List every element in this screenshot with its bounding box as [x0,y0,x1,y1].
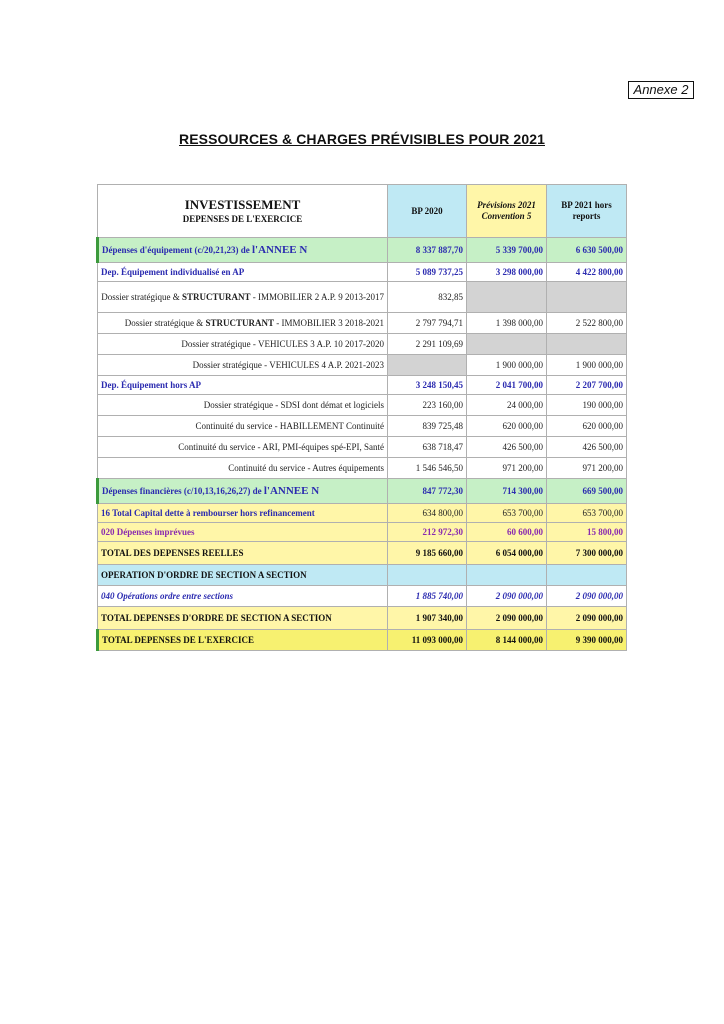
cell-previsions: 1 398 000,00 [467,313,547,334]
cell-bp2021: 971 200,00 [547,458,627,479]
col-header-bp2020: BP 2020 [388,185,467,238]
cell-previsions: 24 000,00 [467,395,547,416]
table-row [98,376,627,395]
cell-bp2021: 7 300 000,00 [547,542,627,565]
row-label-text: Dépenses financières (c/10,13,16,26,27) de [102,485,264,496]
cell-bp2020: 847 772,30 [388,479,467,504]
row-label: Continuité du service - HABILLEMENT Continuité [98,416,388,437]
row-label [98,479,388,504]
row-label: TOTAL DES DEPENSES REELLES [98,542,388,565]
row-label-text: - IMMOBILIER 2 A.P. 9 2013-2017 [250,291,384,302]
row-label: Dossier stratégique - VEHICULES 4 A.P. 2021-2023 [98,355,388,376]
table-row [98,313,627,334]
cell-bp2020: 1 885 740,00 [388,586,467,607]
cell-bp2020: 5 089 737,25 [388,263,467,282]
cell-bp2020: 634 800,00 [388,504,467,523]
row-label: 020 Dépenses imprévues [98,523,388,542]
cell-bp2020: 9 185 660,00 [388,542,467,565]
cell-bp2021: 2 207 700,00 [547,376,627,395]
section-title: INVESTISSEMENT [184,197,301,212]
table-header-row [98,185,627,238]
row-label: Dep. Équipement individualisé en AP [98,263,388,282]
table-row [98,504,627,523]
cell-previsions: 2 041 700,00 [467,376,547,395]
cell-previsions: 8 144 000,00 [467,630,547,651]
row-label: TOTAL DEPENSES DE L'EXERCICE [98,630,388,651]
table-row [98,586,627,607]
cell-bp2020: 11 093 000,00 [388,630,467,651]
table-row [98,238,627,263]
cell-bp2020 [388,355,467,376]
row-label: Continuité du service - ARI, PMI-équipes spé-EPI, Santé [98,437,388,458]
cell-bp2021: 4 422 800,00 [547,263,627,282]
cell-bp2021 [547,565,627,586]
cell-previsions: 60 600,00 [467,523,547,542]
table-row [98,334,627,355]
table-row [98,479,627,504]
cell-bp2020: 638 718,47 [388,437,467,458]
row-label-emphasis: l'ANNEE N [252,243,308,256]
table-row [98,263,627,282]
cell-previsions: 2 090 000,00 [467,586,547,607]
cell-bp2021 [547,282,627,313]
cell-previsions: 1 900 000,00 [467,355,547,376]
row-label-text: - IMMOBILIER 3 2018-2021 [274,317,384,328]
col-header-bp2021: BP 2021 hors reports [547,185,627,238]
cell-bp2020: 2 797 794,71 [388,313,467,334]
row-label: TOTAL DEPENSES D'ORDRE DE SECTION A SECTION [98,607,388,630]
cell-previsions: 5 339 700,00 [467,238,547,263]
budget-table [96,184,627,651]
cell-bp2021: 15 800,00 [547,523,627,542]
table-row [98,416,627,437]
cell-bp2021: 2 090 000,00 [547,586,627,607]
cell-bp2021 [547,334,627,355]
cell-previsions: 714 300,00 [467,479,547,504]
row-label: OPERATION D'ORDRE DE SECTION A SECTION [98,565,388,586]
cell-bp2020: 1 907 340,00 [388,607,467,630]
row-label [98,238,388,263]
cell-bp2021: 426 500,00 [547,437,627,458]
cell-bp2021: 620 000,00 [547,416,627,437]
row-label-text: Dépenses d'équipement (c/20,21,23) de [102,244,252,255]
cell-previsions: 653 700,00 [467,504,547,523]
cell-bp2021: 2 522 800,00 [547,313,627,334]
cell-bp2021: 2 090 000,00 [547,607,627,630]
row-label: Dossier stratégique - SDSI dont démat et logiciels [98,395,388,416]
cell-bp2020: 3 248 150,45 [388,376,467,395]
cell-bp2020: 1 546 546,50 [388,458,467,479]
header-section-cell [98,185,388,238]
cell-bp2020: 212 972,30 [388,523,467,542]
cell-bp2021: 1 900 000,00 [547,355,627,376]
row-label: Dep. Équipement hors AP [98,376,388,395]
row-label [98,282,388,313]
page-title: RESSOURCES & CHARGES PRÉVISIBLES POUR 2021 [179,131,545,147]
cell-previsions [467,565,547,586]
cell-previsions: 426 500,00 [467,437,547,458]
row-label: Dossier stratégique - VEHICULES 3 A.P. 10 2017-2020 [98,334,388,355]
row-label-text: Dossier stratégique & [101,291,182,302]
cell-previsions: 2 090 000,00 [467,607,547,630]
annex-label: Annexe 2 [628,81,694,99]
cell-previsions [467,334,547,355]
cell-bp2020 [388,565,467,586]
cell-bp2021: 9 390 000,00 [547,630,627,651]
cell-previsions [467,282,547,313]
table-row [98,565,627,586]
cell-bp2020: 2 291 109,69 [388,334,467,355]
cell-bp2021: 190 000,00 [547,395,627,416]
table-row [98,542,627,565]
row-label-emphasis: STRUCTURANT [205,317,274,328]
table-row [98,355,627,376]
row-label-emphasis: STRUCTURANT [181,291,251,302]
cell-previsions: 6 054 000,00 [467,542,547,565]
row-label-emphasis: l'ANNEE N [263,484,320,497]
cell-bp2020: 8 337 887,70 [388,238,467,263]
row-label: Continuité du service - Autres équipements [98,458,388,479]
table-row [98,458,627,479]
table-row [98,437,627,458]
cell-bp2021: 669 500,00 [547,479,627,504]
section-subtitle: DEPENSES DE L'EXERCICE [182,214,303,224]
table-row [98,282,627,313]
cell-previsions: 971 200,00 [467,458,547,479]
table-row [98,523,627,542]
col-header-previsions: Prévisions 2021 Convention 5 [467,185,547,238]
cell-bp2020: 839 725,48 [388,416,467,437]
table-row [98,607,627,630]
cell-bp2020: 832,85 [388,282,467,313]
table-row [98,630,627,651]
cell-previsions: 620 000,00 [467,416,547,437]
cell-previsions: 3 298 000,00 [467,263,547,282]
cell-bp2021: 6 630 500,00 [547,238,627,263]
row-label: 040 Opérations ordre entre sections [98,586,388,607]
row-label-text: Dossier stratégique & [124,317,206,328]
cell-bp2021: 653 700,00 [547,504,627,523]
row-label: 16 Total Capital dette à rembourser hors refinancement [98,504,388,523]
cell-bp2020: 223 160,00 [388,395,467,416]
table-row [98,395,627,416]
row-label [98,313,388,334]
